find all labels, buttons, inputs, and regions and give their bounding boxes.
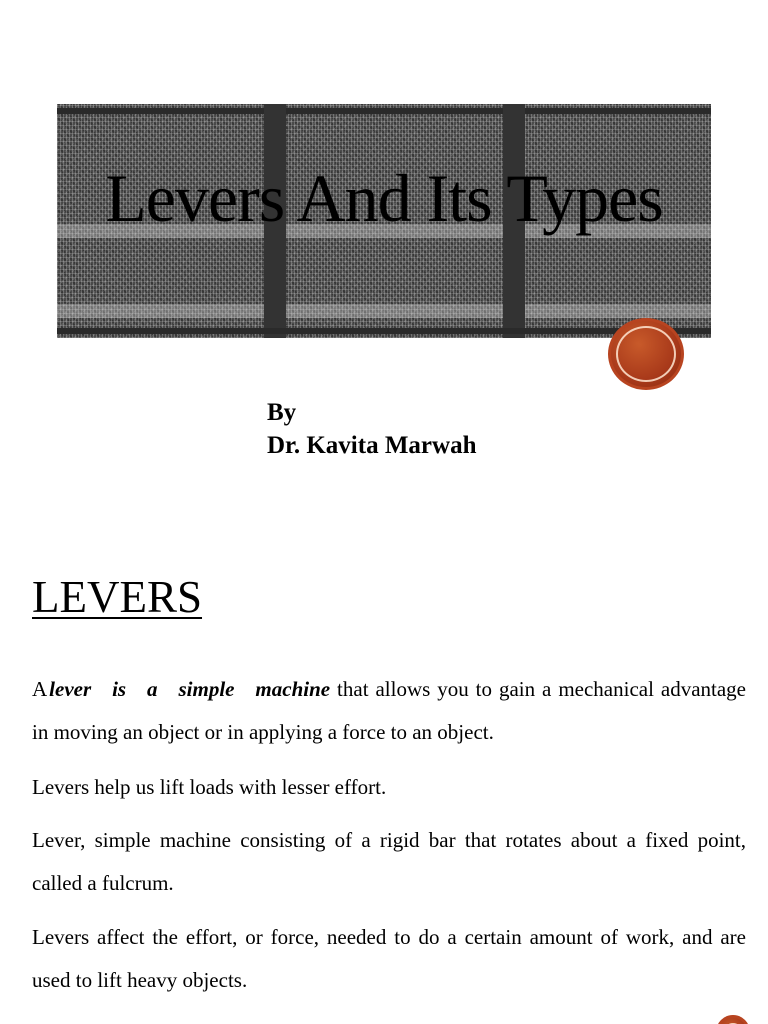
page-title: Levers And Its Types [105,160,663,236]
paragraph-rest: that allows you to gain a mechanical advantage in moving an object or in applying a force to an object. [32,677,746,744]
paragraph-definition [32,668,746,754]
paragraph-emphasis: lever is a simple machine [49,677,331,701]
author-block [267,396,476,462]
corner-accent-circle-icon [716,1015,750,1024]
accent-circle-ring [616,326,676,382]
paragraph-fulcrum: Lever, simple machine consisting of a rigid bar that rotates about a fixed point, called a fulcrum. [32,828,746,895]
banner-texture-band [57,304,711,318]
banner-stripe-top [57,108,711,114]
paragraph-work: Levers affect the effort, or force, needed to do a certain amount of work, and are used to lift heavy objects. [32,925,746,992]
paragraph-effort: Levers help us lift loads with lesser effort. [32,775,387,799]
accent-circle-icon [608,318,684,390]
title-banner [57,104,711,338]
author-name: Dr. Kavita Marwah [267,432,477,459]
banner-stripe-bottom [57,328,711,334]
section-heading: LEVERS [32,572,203,622]
paragraph-lead: A [32,677,48,701]
author-by-label: By [267,399,297,426]
